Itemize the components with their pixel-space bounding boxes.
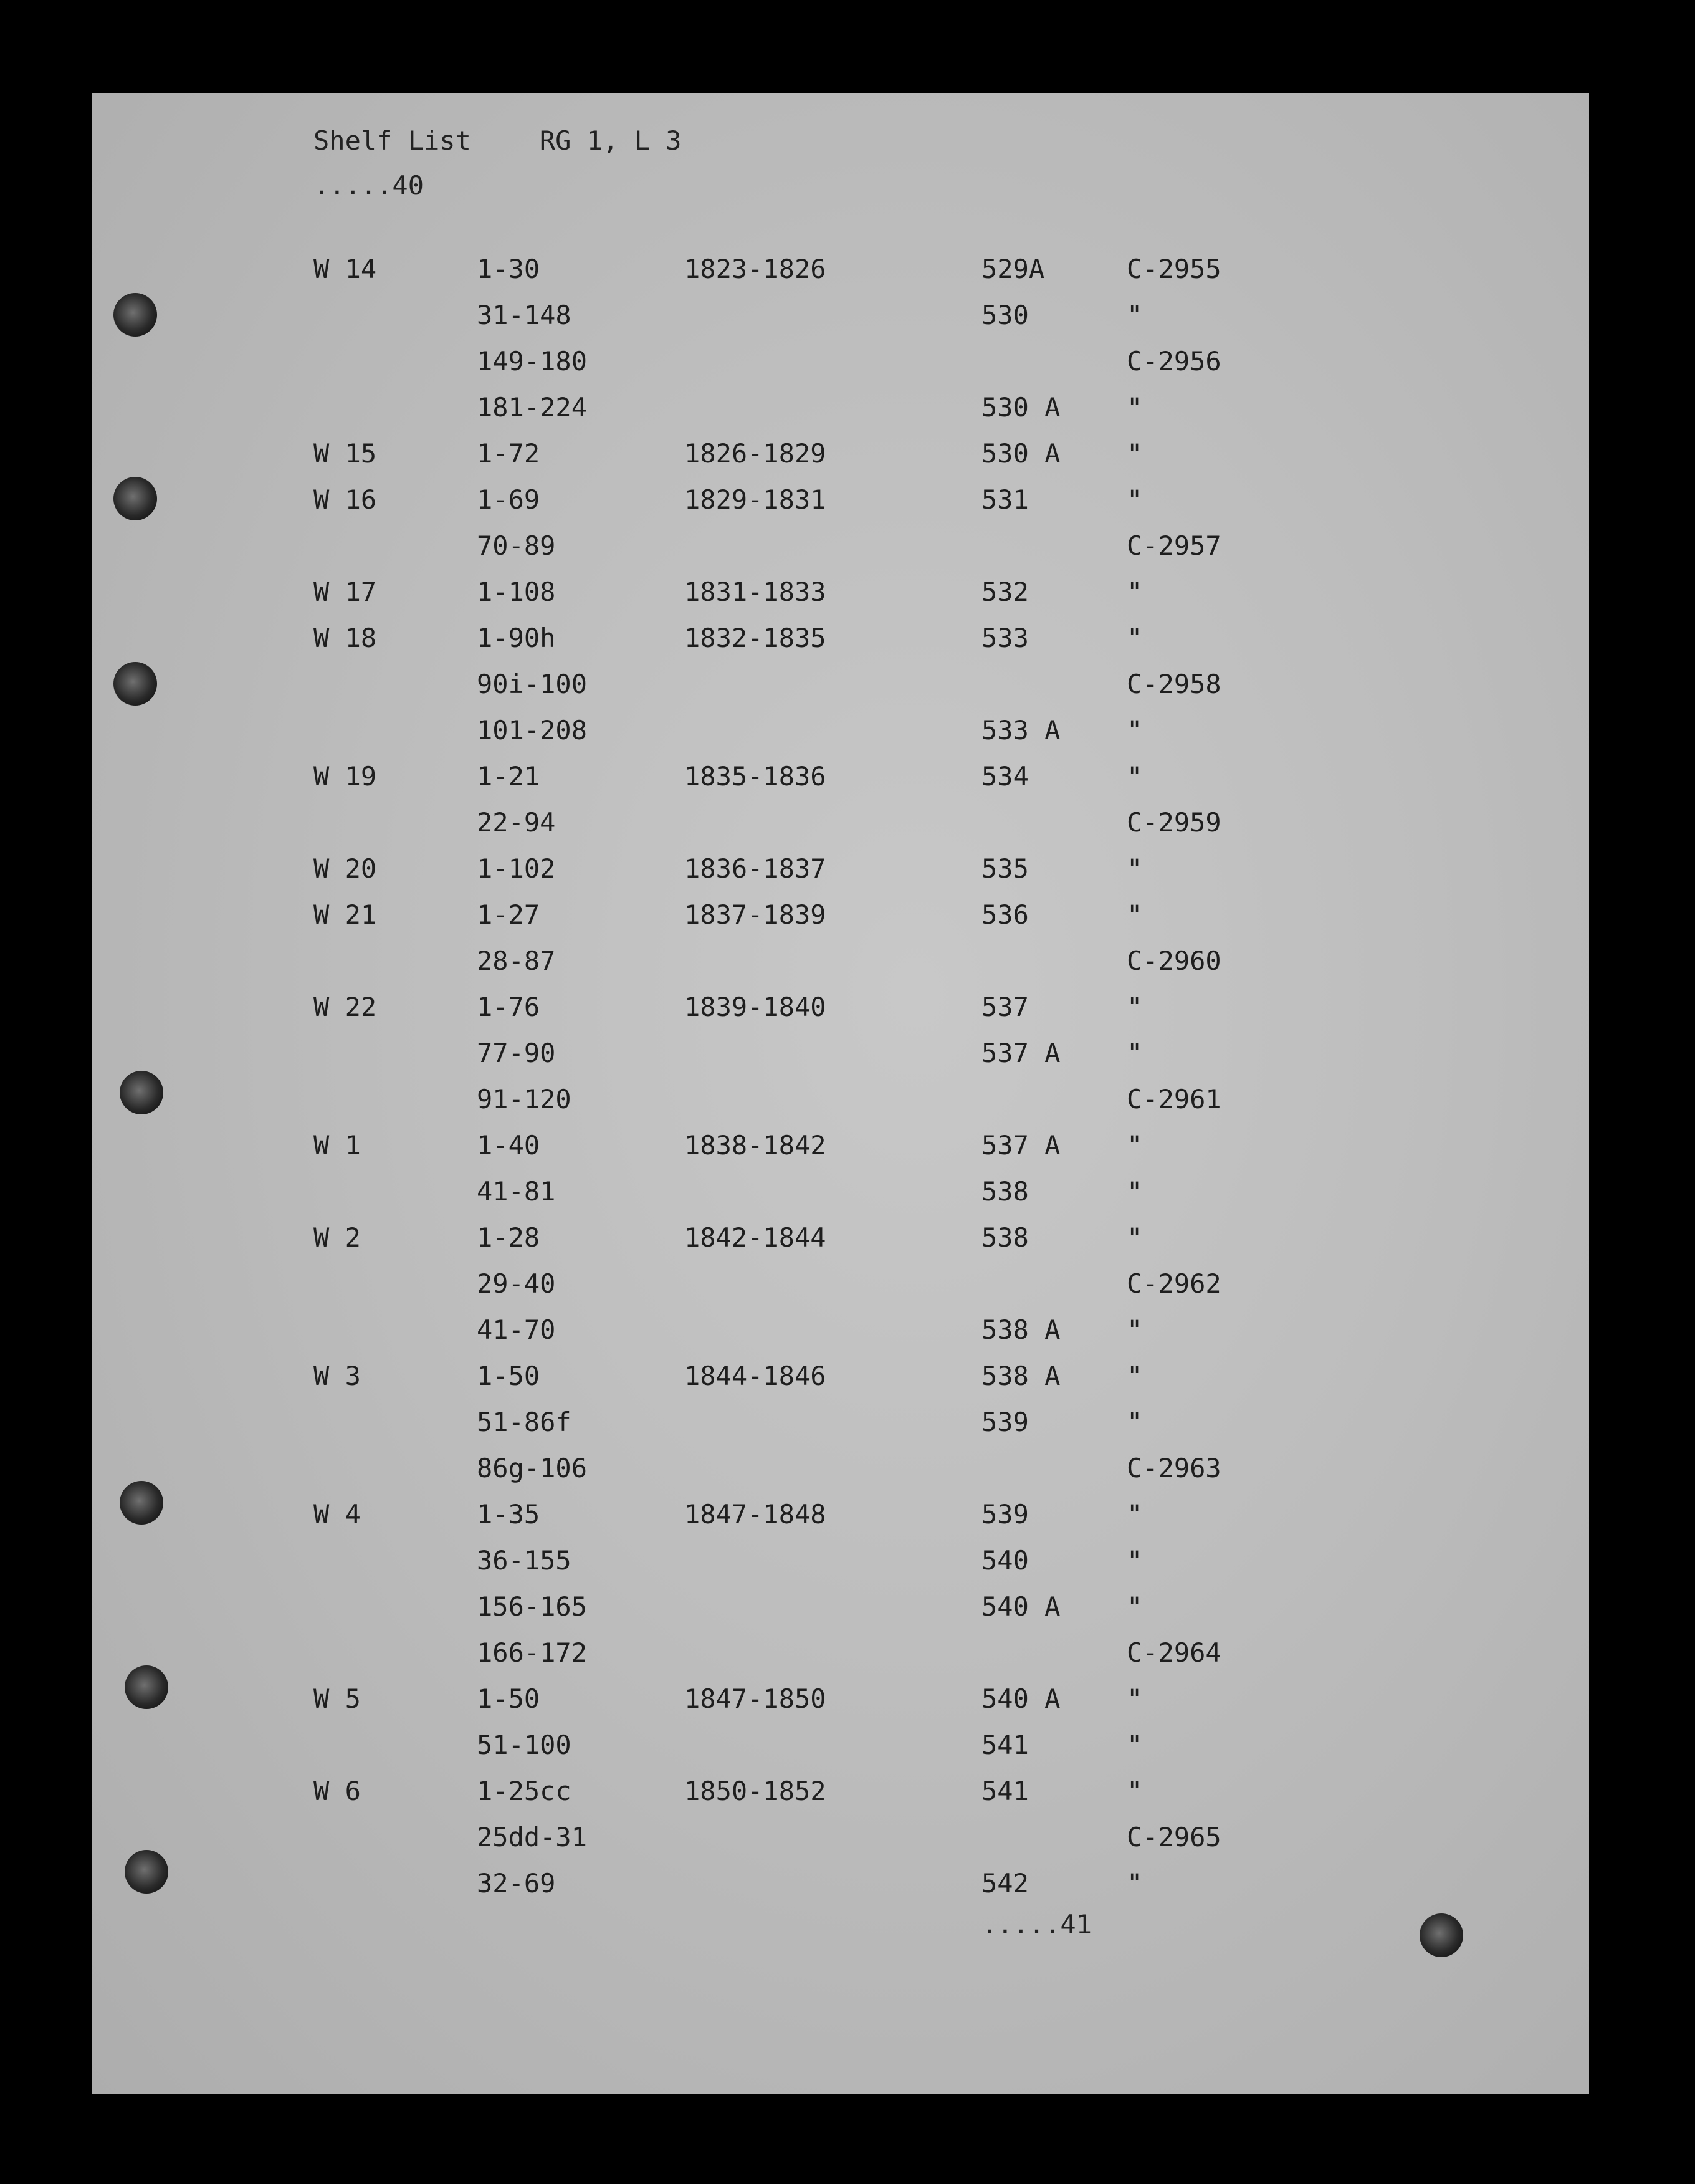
punch-hole (120, 1481, 163, 1525)
microfilm-cell: " (1127, 1407, 1143, 1437)
punch-hole (120, 1071, 163, 1114)
microfilm-cell: " (1127, 1776, 1143, 1806)
page-title: Shelf List (313, 125, 471, 156)
reference-cell: 540 (981, 1545, 1029, 1576)
microfilm-cell: " (1127, 1038, 1143, 1068)
folios-cell: 1-27 (477, 899, 540, 930)
volume-cell: W 2 (313, 1222, 361, 1253)
microfilm-cell: C-2963 (1127, 1453, 1221, 1483)
microfilm-cell: C-2961 (1127, 1084, 1221, 1114)
punch-hole (113, 662, 157, 706)
volume-cell: W 3 (313, 1361, 361, 1391)
microfilm-cell: " (1127, 1130, 1143, 1161)
volume-cell: W 1 (313, 1130, 361, 1161)
folios-cell: 181-224 (477, 392, 588, 423)
reference-cell: 532 (981, 577, 1029, 607)
folios-cell: 1-21 (477, 761, 540, 792)
folios-cell: 1-90h (477, 623, 556, 653)
microfilm-cell: C-2959 (1127, 807, 1221, 838)
microfilm-cell: " (1127, 1730, 1143, 1760)
page-header (313, 118, 750, 208)
folios-cell: 1-30 (477, 254, 540, 284)
folios-cell: 1-40 (477, 1130, 540, 1161)
dates-cell: 1837-1839 (684, 899, 826, 930)
volume-cell: W 17 (313, 577, 377, 607)
microfilm-cell: C-2960 (1127, 946, 1221, 976)
microfilm-cell: C-2962 (1127, 1268, 1221, 1299)
reference-cell: 539 (981, 1407, 1029, 1437)
volume-cell: W 18 (313, 623, 377, 653)
folios-cell: 51-86f (477, 1407, 571, 1437)
microfilm-cell: " (1127, 300, 1143, 330)
reference-cell: 540 A (981, 1684, 1061, 1714)
folios-cell: 149-180 (477, 346, 588, 376)
folios-cell: 51-100 (477, 1730, 571, 1760)
microfilm-cell: " (1127, 1315, 1143, 1345)
punch-hole (125, 1850, 168, 1894)
microfilm-cell: " (1127, 1868, 1143, 1899)
volume-cell: W 6 (313, 1776, 361, 1806)
punch-hole (113, 477, 157, 520)
microfilm-cell: " (1127, 899, 1143, 930)
folios-cell: 1-50 (477, 1361, 540, 1391)
microfilm-cell: " (1127, 438, 1143, 469)
dates-cell: 1842-1844 (684, 1222, 826, 1253)
volume-cell: W 5 (313, 1684, 361, 1714)
reference-cell: 537 A (981, 1038, 1061, 1068)
reference-cell: 529A (981, 254, 1045, 284)
punch-hole (1420, 1913, 1463, 1957)
folios-cell: 101-208 (477, 715, 588, 745)
volume-cell: W 19 (313, 761, 377, 792)
microfilm-cell: C-2964 (1127, 1637, 1221, 1668)
dates-cell: 1839-1840 (684, 992, 826, 1022)
microfilm-cell: C-2965 (1127, 1822, 1221, 1852)
folios-cell: 1-69 (477, 484, 540, 515)
continued-from: .....40 (313, 170, 424, 201)
microfilm-cell: C-2956 (1127, 346, 1221, 376)
folios-cell: 1-108 (477, 577, 556, 607)
reference-cell: 539 (981, 1499, 1029, 1530)
dates-cell: 1826-1829 (684, 438, 826, 469)
punch-hole (113, 293, 157, 337)
microfilm-cell: " (1127, 392, 1143, 423)
reference-cell: 530 (981, 300, 1029, 330)
folios-cell: 29-40 (477, 1268, 556, 1299)
dates-cell: 1847-1850 (684, 1684, 826, 1714)
volume-cell: W 21 (313, 899, 377, 930)
folios-cell: 77-90 (477, 1038, 556, 1068)
microfilm-cell: " (1127, 992, 1143, 1022)
folios-cell: 31-148 (477, 300, 571, 330)
dates-cell: 1850-1852 (684, 1776, 826, 1806)
microfilm-cell: " (1127, 1361, 1143, 1391)
reference-cell: 541 (981, 1776, 1029, 1806)
volume-cell: W 16 (313, 484, 377, 515)
folios-cell: 91-120 (477, 1084, 571, 1114)
folios-cell: 86g-106 (477, 1453, 588, 1483)
document-page (92, 93, 1589, 2094)
folios-cell: 1-76 (477, 992, 540, 1022)
volume-cell: W 20 (313, 853, 377, 884)
folios-cell: 1-50 (477, 1684, 540, 1714)
folios-cell: 90i-100 (477, 669, 588, 699)
folios-cell: 1-102 (477, 853, 556, 884)
folios-cell: 1-28 (477, 1222, 540, 1253)
volume-cell: W 22 (313, 992, 377, 1022)
microfilm-cell: C-2957 (1127, 530, 1221, 561)
microfilm-cell: " (1127, 1591, 1143, 1622)
microfilm-cell: " (1127, 1222, 1143, 1253)
reference-cell: 538 A (981, 1315, 1061, 1345)
dates-cell: 1836-1837 (684, 853, 826, 884)
reference-cell: 541 (981, 1730, 1029, 1760)
microfilm-cell: " (1127, 623, 1143, 653)
microfilm-cell: " (1127, 761, 1143, 792)
volume-cell: W 15 (313, 438, 377, 469)
dates-cell: 1831-1833 (684, 577, 826, 607)
dates-cell: 1829-1831 (684, 484, 826, 515)
reference-cell: 533 A (981, 715, 1061, 745)
microfilm-cell: C-2955 (1127, 254, 1221, 284)
dates-cell: 1847-1848 (684, 1499, 826, 1530)
reference-cell: 535 (981, 853, 1029, 884)
microfilm-cell: C-2958 (1127, 669, 1221, 699)
folios-cell: 1-35 (477, 1499, 540, 1530)
reference-cell: 537 A (981, 1130, 1061, 1161)
reference-cell: 538 (981, 1222, 1029, 1253)
folios-cell: 166-172 (477, 1637, 588, 1668)
reference-cell: 530 A (981, 392, 1061, 423)
folios-cell: 25dd-31 (477, 1822, 588, 1852)
reference-cell: 542 (981, 1868, 1029, 1899)
folios-cell: 36-155 (477, 1545, 571, 1576)
volume-cell: W 4 (313, 1499, 361, 1530)
microfilm-cell: " (1127, 577, 1143, 607)
folios-cell: 22-94 (477, 807, 556, 838)
volume-cell: W 14 (313, 254, 377, 284)
folios-cell: 156-165 (477, 1591, 588, 1622)
reference-cell: 537 (981, 992, 1029, 1022)
dates-cell: 1823-1826 (684, 254, 826, 284)
dates-cell: 1832-1835 (684, 623, 826, 653)
dates-cell: 1838-1842 (684, 1130, 826, 1161)
reference-cell: 530 A (981, 438, 1061, 469)
reference-cell: 531 (981, 484, 1029, 515)
dates-cell: 1844-1846 (684, 1361, 826, 1391)
reference-cell: 540 A (981, 1591, 1061, 1622)
reference-cell: 533 (981, 623, 1029, 653)
reference-cell: 538 (981, 1176, 1029, 1207)
folios-cell: 1-25cc (477, 1776, 571, 1806)
folios-cell: 41-70 (477, 1315, 556, 1345)
microfilm-cell: " (1127, 1545, 1143, 1576)
reference-cell: 538 A (981, 1361, 1061, 1391)
record-group: RG 1, L 3 (539, 125, 682, 156)
folios-cell: 32-69 (477, 1868, 556, 1899)
microfilm-cell: " (1127, 1684, 1143, 1714)
continued-on: .....41 (981, 1909, 1092, 1940)
microfilm-cell: " (1127, 715, 1143, 745)
microfilm-cell: " (1127, 1176, 1143, 1207)
microfilm-cell: " (1127, 853, 1143, 884)
folios-cell: 28-87 (477, 946, 556, 976)
reference-cell: 534 (981, 761, 1029, 792)
microfilm-cell: " (1127, 1499, 1143, 1530)
folios-cell: 41-81 (477, 1176, 556, 1207)
reference-cell: 536 (981, 899, 1029, 930)
microfilm-cell: " (1127, 484, 1143, 515)
punch-hole (125, 1665, 168, 1709)
folios-cell: 1-72 (477, 438, 540, 469)
dates-cell: 1835-1836 (684, 761, 826, 792)
folios-cell: 70-89 (477, 530, 556, 561)
